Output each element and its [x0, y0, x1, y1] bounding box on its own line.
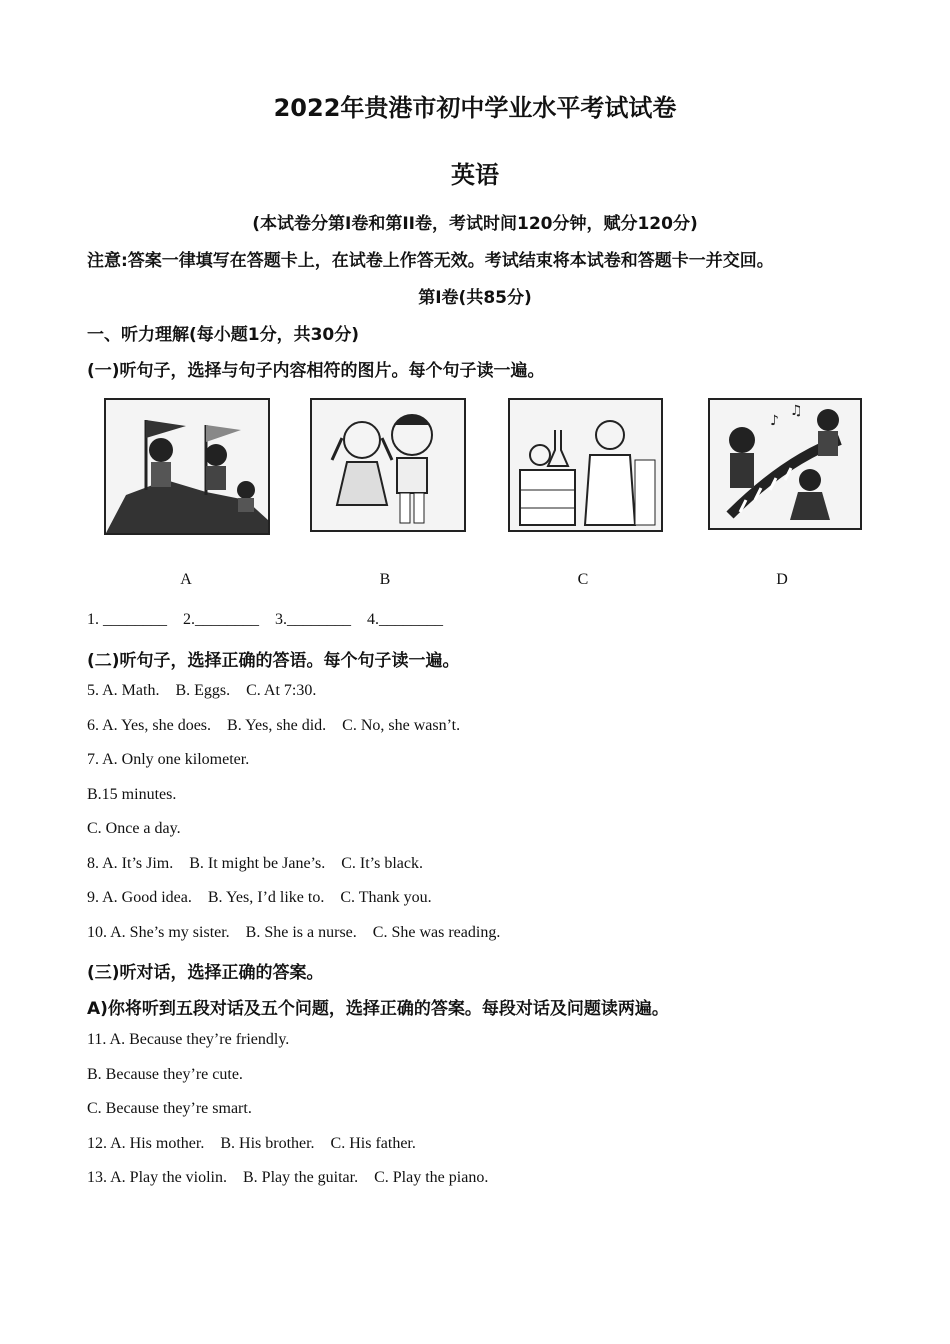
- section2-heading: (二)听句子，选择正确的答语。每个句子读一遍。: [87, 651, 460, 671]
- question-12: 12. A. His mother. B. His brother. C. His father.: [87, 1135, 416, 1152]
- section3-heading: (三)听对话，选择正确的答案。: [87, 963, 324, 983]
- question-9: 9. A. Good idea. B. Yes, I’d like to. C. Thank you.: [87, 889, 432, 906]
- picture-label-b: B: [379, 571, 391, 588]
- subject-title: 英语: [451, 161, 499, 189]
- mountain-climbers-flag-picture: [104, 398, 270, 535]
- part1-heading: 一、听力理解(每小题1分，共30分): [87, 325, 360, 345]
- svg-text:♪: ♪: [770, 413, 779, 429]
- question-11-option-c: C. Because they’re smart.: [87, 1100, 252, 1117]
- boy-and-girl-picture: [310, 398, 466, 532]
- question-7-option-a: 7. A. Only one kilometer.: [87, 751, 250, 768]
- question-11-option-a: 11. A. Because they’re friendly.: [87, 1031, 290, 1048]
- music-children-picture: [708, 398, 862, 530]
- volume-heading: 第I卷(共85分): [418, 288, 532, 308]
- question-7-option-c: C. Once a day.: [87, 820, 181, 837]
- answer-blanks: 1. ________ 2.________ 3.________ 4.________: [87, 611, 443, 628]
- question-7-option-b: B.15 minutes.: [87, 786, 177, 803]
- picture-label-a: A: [180, 571, 192, 588]
- question-6: 6. A. Yes, she does. B. Yes, she did. C. No, she wasn’t.: [87, 717, 461, 734]
- question-11-option-b: B. Because they’re cute.: [87, 1066, 243, 1083]
- section1-heading: (一)听句子，选择与句子内容相符的图片。每个句子读一遍。: [87, 361, 545, 381]
- picture-label-d: D: [776, 571, 788, 588]
- notice-text: 注意:答案一律填写在答题卡上，在试卷上作答无效。考试结束将本试卷和答题卡一并交回。: [87, 251, 774, 271]
- scientist-lab-picture: [508, 398, 663, 532]
- exam-title: 2022年贵港市初中学业水平考试试卷: [273, 94, 677, 122]
- question-5: 5. A. Math. B. Eggs. C. At 7:30.: [87, 682, 317, 699]
- picture-label-c: C: [577, 571, 589, 588]
- question-8: 8. A. It’s Jim. B. It might be Jane’s. C. It’s black.: [87, 855, 423, 872]
- svg-text:♫: ♫: [790, 403, 803, 419]
- exam-info: (本试卷分第I卷和第II卷，考试时间120分钟，赋分120分): [252, 214, 698, 234]
- question-13: 13. A. Play the violin. B. Play the guitar. C. Play the piano.: [87, 1169, 489, 1186]
- section3a-heading: A)你将听到五段对话及五个问题，选择正确的答案。每段对话及问题读两遍。: [87, 999, 669, 1019]
- question-10: 10. A. She’s my sister. B. She is a nurse. C. She was reading.: [87, 924, 501, 941]
